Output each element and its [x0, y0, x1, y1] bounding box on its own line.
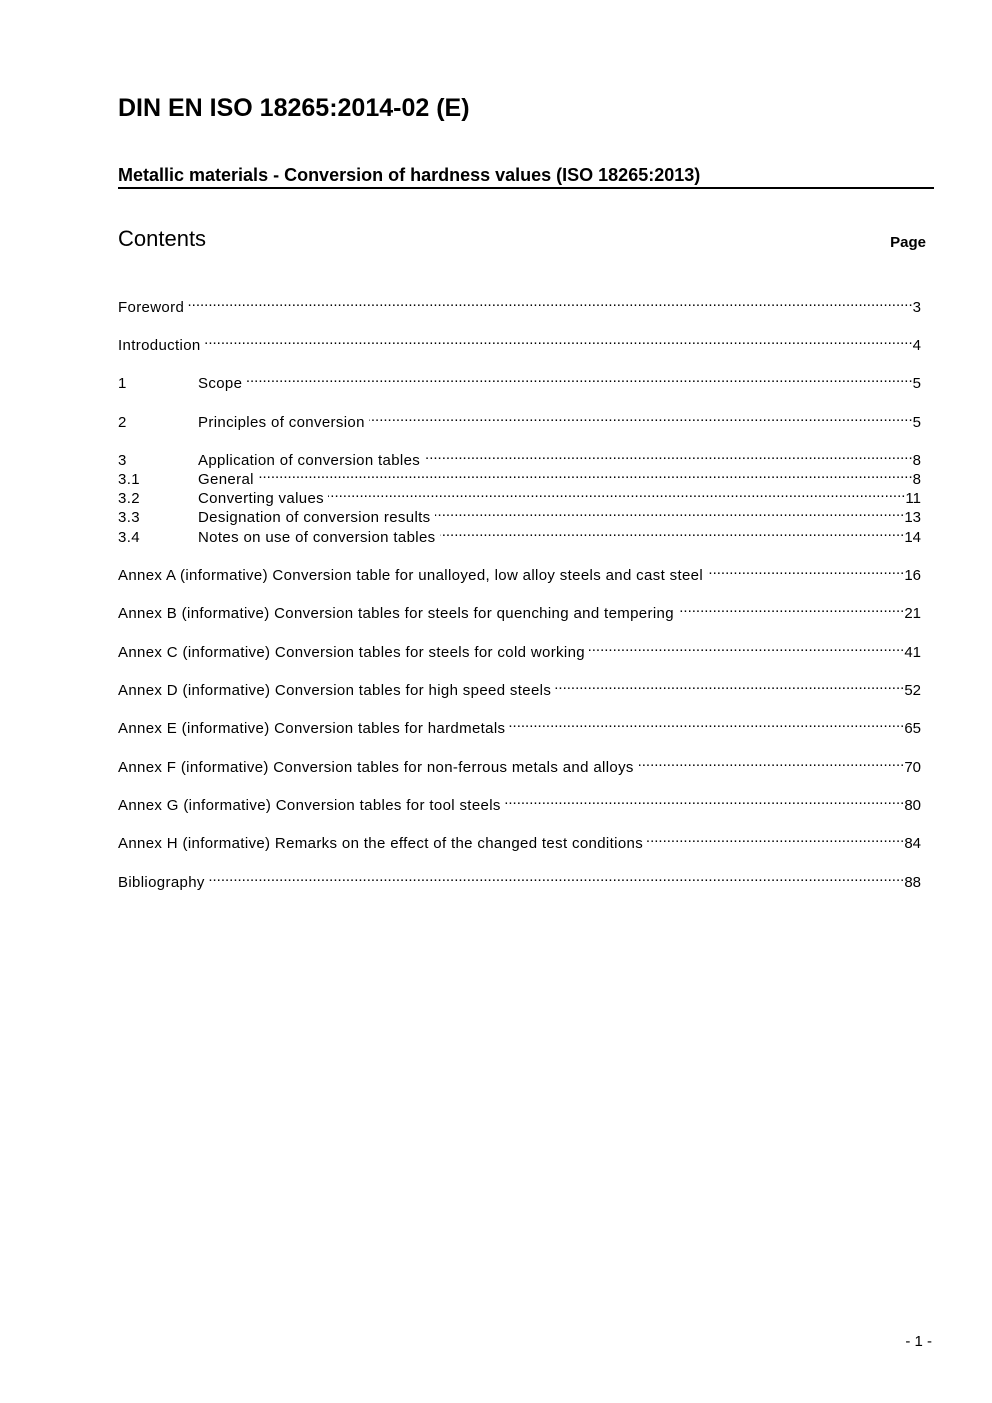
toc-leader-dots: [505, 790, 905, 810]
toc-entry-page: 65: [904, 720, 921, 737]
toc-entry-number: 3.1: [118, 471, 140, 488]
toc-entry-title: Foreword: [118, 299, 185, 316]
toc-entry-title: Designation of conversion results: [198, 509, 431, 526]
toc-entry-title: Annex E (informative) Conversion tables for hardmetals: [118, 720, 506, 737]
toc-entry-page: 8: [912, 452, 921, 469]
toc-entry-foreword[interactable]: [118, 292, 921, 316]
toc-leader-dots: [435, 502, 905, 522]
toc-entry-number: 2: [118, 414, 127, 431]
document-title: DIN EN ISO 18265:2014-02 (E): [118, 94, 470, 122]
toc-entry-page: 8: [912, 471, 921, 488]
toc-entry-annex-h[interactable]: [118, 828, 921, 852]
toc-entry-page: 11: [905, 490, 921, 507]
contents-heading: Contents: [118, 226, 207, 251]
toc-leader-dots: [188, 292, 913, 312]
toc-leader-dots: [707, 560, 904, 580]
toc-entry-page: 70: [904, 759, 921, 776]
toc-leader-dots: [678, 598, 904, 618]
toc-entry-notes[interactable]: [118, 522, 921, 546]
toc-entry-title: Bibliography: [118, 874, 205, 891]
toc-leader-dots: [258, 464, 913, 484]
toc-entry-page: 13: [904, 509, 921, 526]
toc-leader-dots: [369, 407, 913, 427]
toc-entry-number: 3.4: [118, 529, 140, 546]
toc-entry-annex-d[interactable]: [118, 675, 921, 699]
document-subtitle: Metallic materials - Conversion of hardness values (ISO 18265:2013): [118, 163, 934, 189]
toc-leader-dots: [205, 330, 913, 350]
toc-entry-page: 52: [904, 682, 921, 699]
toc-entry-annex-c[interactable]: [118, 637, 921, 661]
toc-entry-title: Annex F (informative) Conversion tables for non-ferrous metals and alloys: [118, 759, 634, 776]
toc-leader-dots: [440, 522, 905, 542]
page-column-label: Page: [890, 234, 926, 251]
toc-entry-number: 3: [118, 452, 127, 469]
toc-leader-dots: [555, 675, 904, 695]
toc-entry-title: Annex A (informative) Conversion table for unalloyed, low alloy steels and cast steel: [118, 567, 704, 584]
toc-entry-title: General: [198, 471, 254, 488]
toc-entry-page: 3: [912, 299, 921, 316]
toc-entry-page: 16: [904, 567, 921, 584]
toc-entry-title: Converting values: [198, 490, 325, 507]
toc-leader-dots: [638, 752, 905, 772]
toc-entry-principles[interactable]: [118, 407, 921, 431]
toc-entry-title: Annex G (informative) Conversion tables for tool steels: [118, 797, 501, 814]
toc-leader-dots: [246, 368, 912, 388]
toc-entry-page: 4: [912, 337, 921, 354]
toc-entry-general[interactable]: [118, 464, 921, 488]
toc-entry-title: Annex H (informative) Remarks on the effect of the changed test conditions: [118, 835, 644, 852]
toc-entry-page: 5: [912, 375, 921, 392]
toc-leader-dots: [424, 445, 912, 465]
toc-entry-page: 41: [904, 644, 921, 661]
toc-entry-annex-a[interactable]: [118, 560, 921, 584]
toc-entry-annex-f[interactable]: [118, 752, 921, 776]
toc-leader-dots: [509, 713, 904, 733]
toc-entry-annex-b[interactable]: [118, 598, 921, 622]
toc-entry-title: Annex B (informative) Conversion tables for steels for quenching and tempering: [118, 605, 674, 622]
toc-entry-annex-g[interactable]: [118, 790, 921, 814]
toc-leader-dots: [589, 637, 904, 657]
toc-entry-introduction[interactable]: [118, 330, 921, 354]
toc-entry-application[interactable]: [118, 445, 921, 469]
toc-entry-number: 1: [118, 375, 127, 392]
footer-page-number: - 1 -: [905, 1333, 932, 1350]
toc-entry-page: 14: [904, 529, 921, 546]
toc-entry-page: 5: [912, 414, 921, 431]
toc-entry-title: Notes on use of conversion tables: [198, 529, 436, 546]
toc-entry-title: Scope: [198, 375, 243, 392]
toc-entry-title: Annex C (informative) Conversion tables for steels for cold working: [118, 644, 585, 661]
toc-entry-scope[interactable]: [118, 368, 921, 392]
toc-entry-page: 21: [904, 605, 921, 622]
toc-leader-dots: [209, 867, 905, 887]
toc-leader-dots: [647, 828, 904, 848]
toc-entry-number: 3.3: [118, 509, 140, 526]
toc-entry-annex-e[interactable]: [118, 713, 921, 737]
toc-entry-converting-values[interactable]: [118, 483, 921, 507]
toc-leader-dots: [328, 483, 905, 503]
toc-entry-page: 84: [904, 835, 921, 852]
toc-entry-page: 88: [904, 874, 921, 891]
toc-entry-title: Application of conversion tables: [198, 452, 421, 469]
toc-entry-title: Annex D (informative) Conversion tables for high speed steels: [118, 682, 552, 699]
toc-entry-page: 80: [904, 797, 921, 814]
toc-entry-number: 3.2: [118, 490, 140, 507]
toc-entry-title: Principles of conversion: [198, 414, 365, 431]
toc-entry-title: Introduction: [118, 337, 201, 354]
toc-entry-bibliography[interactable]: [118, 867, 921, 891]
toc-entry-designation[interactable]: [118, 502, 921, 526]
